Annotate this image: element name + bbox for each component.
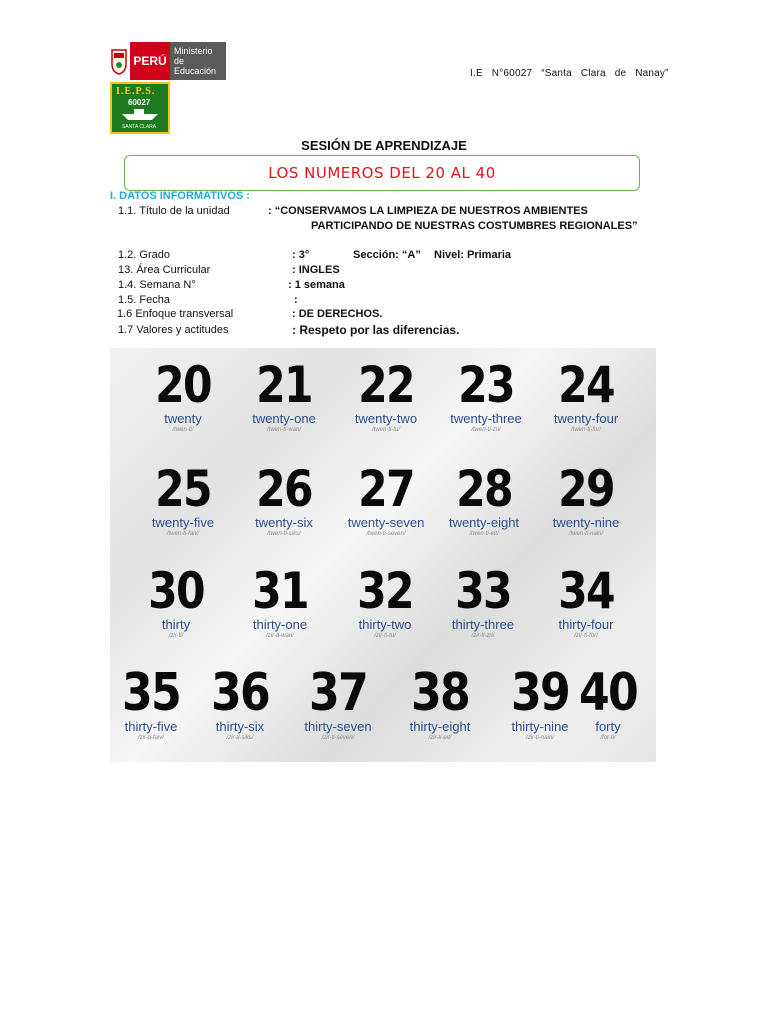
number-word: twenty	[164, 411, 202, 426]
number-word: twenty-five	[151, 515, 215, 530]
titulo-value-line1: : “CONSERVAMOS LA LIMPIEZA DE NUESTROS AMBIENTES	[268, 205, 588, 217]
number-pronunciation: /zir-ti-tu/	[374, 633, 396, 639]
number-digit: 29	[558, 460, 614, 518]
number-card-38	[385, 663, 495, 742]
peru-ministry-logo	[108, 42, 228, 80]
number-word: thirty-four	[558, 617, 614, 632]
nivel-value: Nivel: Primaria	[434, 249, 512, 261]
number-digit: 26	[256, 460, 312, 518]
number-pronunciation: /twen-ti-eit/	[469, 531, 499, 537]
number-card-31	[225, 564, 335, 640]
number-card-33	[428, 564, 538, 640]
titulo-value-line2: PARTICIPANDO DE NUESTRAS COSTUMBRES REGIONALES”	[311, 220, 638, 232]
fecha-value: :	[294, 294, 298, 306]
ministry-label	[170, 42, 226, 80]
grado-label: 1.2. Grado	[118, 249, 170, 261]
number-digit: 30	[148, 562, 204, 620]
numbers-chart	[110, 348, 656, 762]
number-card-20	[128, 358, 238, 434]
number-digit: 35	[121, 663, 181, 723]
number-word: thirty-two	[358, 617, 412, 632]
number-pronunciation: /zir-ti/	[168, 633, 184, 639]
number-word: twenty-four	[553, 411, 619, 426]
number-pronunciation: /twen-ti-seven/	[366, 531, 406, 537]
number-digit: 34	[558, 562, 614, 620]
number-card-22	[331, 358, 441, 434]
number-digit: 36	[210, 663, 270, 723]
number-pronunciation: /twen-ti-wan/	[266, 427, 301, 433]
institution-name: I.E N°60027 “Santa Clara de Nanay”	[470, 68, 669, 79]
topic-box	[124, 155, 640, 191]
number-digit: 23	[458, 356, 514, 414]
enfoque-value: : DE DERECHOS.	[292, 308, 383, 320]
number-card-25	[128, 462, 238, 538]
number-pronunciation: /twen-ti-nain/	[568, 531, 604, 537]
number-word: forty	[595, 719, 621, 734]
number-word: twenty-eight	[448, 515, 520, 530]
number-digit: 20	[155, 356, 211, 414]
number-pronunciation: /zir-ti-wan/	[266, 633, 294, 639]
number-word: thirty-three	[451, 617, 515, 632]
number-word: thirty	[161, 617, 191, 632]
semana-label: 1.4. Semana N°	[118, 279, 196, 291]
enfoque-label: 1.6 Enfoque transversal	[117, 308, 234, 320]
number-word: twenty-one	[252, 411, 316, 426]
number-digit: 21	[256, 356, 312, 414]
ministry-line-2: de Educación	[174, 56, 217, 76]
number-pronunciation: /zir-ti-for/	[574, 633, 598, 639]
school-logo-text: I.E.P.S.	[116, 86, 156, 97]
number-word: thirty-six	[215, 719, 265, 734]
boat-icon	[120, 108, 160, 122]
number-pronunciation: /twen-ti-faiv/	[166, 531, 200, 537]
number-digit: 38	[410, 663, 470, 723]
school-logo-place: SANTA CLARA	[122, 124, 157, 130]
number-card-30	[121, 564, 231, 640]
number-word: thirty-eight	[409, 719, 471, 734]
titulo-label: 1.1. Título de la unidad	[118, 205, 230, 217]
number-card-34	[531, 564, 641, 640]
peru-shield-icon	[108, 42, 130, 80]
area-value: : INGLES	[292, 264, 340, 276]
topic-title: LOS NUMEROS DEL 20 AL 40	[268, 164, 496, 182]
number-digit: 22	[358, 356, 414, 414]
valores-label: 1.7 Valores y actitudes	[118, 324, 229, 336]
number-pronunciation: /zir-ti-zri/	[471, 633, 495, 639]
number-word: twenty-seven	[347, 515, 425, 530]
number-word: thirty-nine	[511, 719, 569, 734]
valores-value: : Respeto por las diferencias.	[292, 323, 460, 337]
number-pronunciation: /zir-ti-faiv/	[138, 735, 164, 741]
number-word: thirty-five	[124, 719, 178, 734]
number-digit: 24	[558, 356, 614, 414]
grado-value: : 3°	[292, 249, 310, 261]
number-card-29	[531, 462, 641, 538]
number-word: thirty-seven	[304, 719, 372, 734]
number-digit: 27	[358, 460, 414, 518]
number-card-27	[331, 462, 441, 538]
school-logo	[110, 82, 170, 134]
number-digit: 33	[455, 562, 511, 620]
number-card-37	[283, 663, 393, 742]
peru-label: PERÚ	[130, 42, 170, 80]
seccion-value: Sección: “A”	[353, 249, 421, 261]
number-digit: 40	[578, 663, 638, 723]
number-digit: 28	[456, 460, 512, 518]
number-pronunciation: /zir-ti-seven/	[321, 735, 355, 741]
page-title	[0, 138, 768, 153]
number-card-28	[429, 462, 539, 538]
number-card-26	[229, 462, 339, 538]
area-label: 13. Área Curricular	[118, 264, 211, 276]
number-pronunciation: /twen-ti-for/	[570, 427, 601, 433]
fecha-label: 1.5. Fecha	[118, 294, 170, 306]
number-pronunciation: /twen-ti-tu/	[371, 427, 400, 433]
number-digit: 37	[308, 663, 368, 723]
number-word: twenty-three	[450, 411, 522, 426]
number-card-23	[431, 358, 541, 434]
number-card-40	[553, 663, 656, 742]
number-digit: 39	[510, 663, 570, 723]
datos-heading: I. DATOS INFORMATIVOS :	[110, 190, 250, 202]
number-word: twenty-six	[255, 515, 313, 530]
number-card-24	[531, 358, 641, 434]
number-word: twenty-two	[354, 411, 418, 426]
number-card-36	[185, 663, 295, 742]
number-card-32	[330, 564, 440, 640]
ministry-line-1: Ministerio	[174, 46, 213, 56]
number-word: thirty-one	[252, 617, 308, 632]
school-logo-number: 60027	[128, 98, 151, 107]
number-card-21	[229, 358, 339, 434]
number-pronunciation: /zir-ti-siks/	[226, 735, 254, 741]
number-digit: 31	[252, 562, 308, 620]
number-digit: 32	[357, 562, 413, 620]
number-digit: 25	[155, 460, 211, 518]
number-pronunciation: /twen-ti-siks/	[267, 531, 301, 537]
semana-value: : 1 semana	[288, 279, 345, 291]
number-pronunciation: /zir-ti-nain/	[526, 735, 554, 741]
number-pronunciation: /zir-ti-eit/	[428, 735, 452, 741]
number-pronunciation: /twen-ti/	[172, 427, 194, 433]
number-pronunciation: /for-ti/	[600, 735, 616, 741]
number-pronunciation: /twen-ti-zri/	[471, 427, 501, 433]
page-title-text: SESIÓN DE APRENDIZAJE	[301, 138, 467, 153]
number-word: twenty-nine	[552, 515, 620, 530]
